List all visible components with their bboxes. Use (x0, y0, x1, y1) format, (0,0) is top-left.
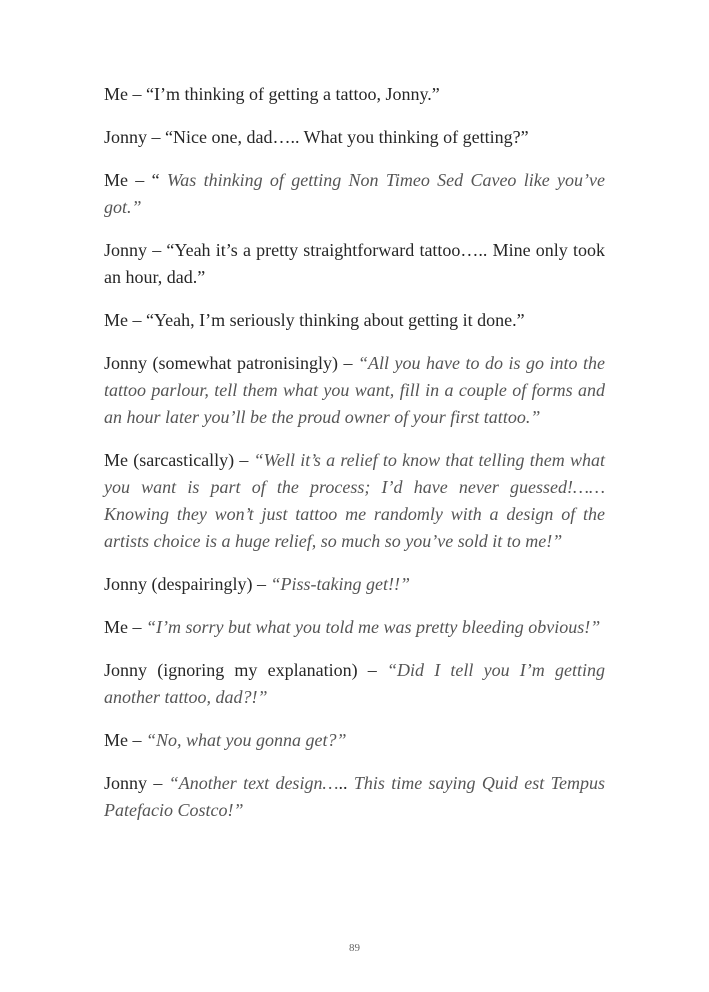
speaker-label: Jonny (ignoring my explanation) – (104, 660, 387, 680)
speaker-label: Me (sarcastically) – (104, 450, 254, 470)
page-number: 89 (349, 942, 360, 954)
dialogue-line: “Well it’s a relief to know that telling them what you want is part of the process; I’d have never guessed!…… Knowing they won’t just tattoo me randomly with a design of the artists choice is a huge relief, so much so you’ve sold it to me!” (104, 450, 605, 551)
dialogue-quote-mark: “ (151, 170, 167, 190)
dialogue-paragraph (104, 571, 605, 598)
dialogue-line: “Did I tell you I’m getting another tattoo, dad?!” (104, 660, 605, 707)
dialogue-paragraph (104, 447, 605, 555)
dialogue-line: “Yeah it’s a pretty straightforward tattoo….. Mine only took an hour, dad.” (104, 240, 605, 287)
speaker-label: Me – (104, 730, 146, 750)
dialogue-paragraph (104, 81, 605, 108)
dialogue-line: “Piss-taking get!!” (270, 574, 410, 594)
speaker-label: Me – (104, 170, 152, 190)
dialogue-line: “Yeah, I’m seriously thinking about getting it done.” (146, 310, 525, 330)
dialogue-paragraph (104, 124, 605, 151)
dialogue-line-part: “Another text design… (168, 773, 339, 793)
speaker-label: Jonny – (104, 773, 169, 793)
dialogue-paragraph (104, 307, 605, 334)
dialogue-text (104, 81, 605, 840)
dialogue-paragraph (104, 614, 605, 641)
speaker-label: Jonny – (104, 240, 167, 260)
dialogue-paragraph (104, 727, 605, 754)
dialogue-ellipsis-part: .. (338, 773, 348, 793)
dialogue-paragraph (104, 657, 605, 711)
dialogue-line: “I’m thinking of getting a tattoo, Jonny.” (146, 84, 440, 104)
dialogue-line-part: This time saying Quid est Tempus Patefacio Costco!” (104, 773, 605, 820)
dialogue-line: “I’m sorry but what you told me was pretty bleeding obvious!” (146, 617, 601, 637)
speaker-label: Jonny (despairingly) – (104, 574, 271, 594)
dialogue-paragraph (104, 167, 605, 221)
speaker-label: Jonny – (104, 127, 166, 147)
dialogue-line: “Nice one, dad….. What you thinking of getting?” (165, 127, 529, 147)
dialogue-line: “All you have to do is go into the tattoo parlour, tell them what you want, fill in a couple of forms and an hour later you’ll be the proud owner of your first tattoo.” (104, 353, 605, 427)
speaker-label: Me – (104, 84, 146, 104)
dialogue-line: “No, what you gonna get?” (146, 730, 347, 750)
speaker-label: Me – (104, 310, 146, 330)
dialogue-line: Was thinking of getting Non Timeo Sed Caveo like you’ve got.” (104, 170, 605, 217)
speaker-label: Jonny (somewhat patronisingly) – (104, 353, 358, 373)
dialogue-paragraph (104, 770, 605, 824)
speaker-label: Me – (104, 617, 146, 637)
dialogue-paragraph (104, 237, 605, 291)
dialogue-paragraph (104, 350, 605, 431)
